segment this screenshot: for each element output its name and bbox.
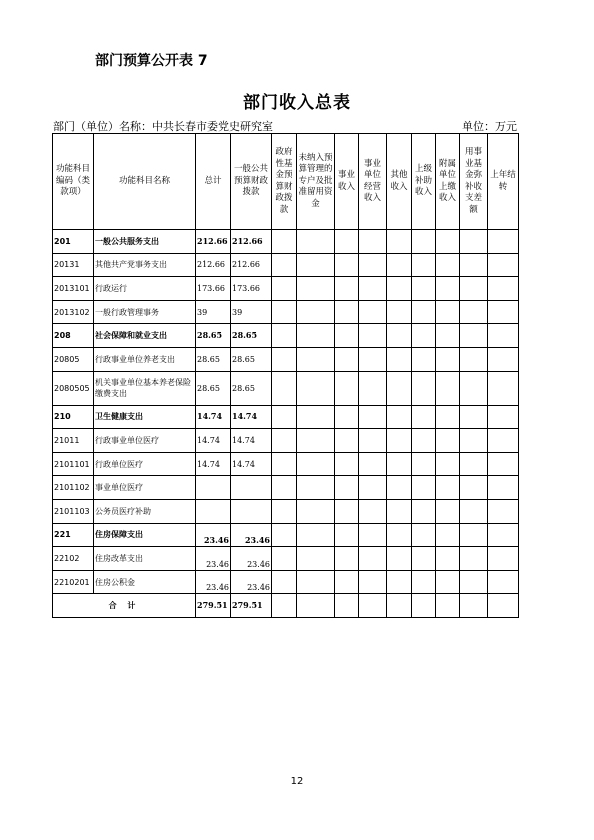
cell-general: 39 <box>231 300 272 324</box>
table-row <box>53 253 519 277</box>
cell-general: 28.65 <box>231 324 272 348</box>
cell-code: 2101102 <box>53 476 94 500</box>
cell-general: 173.66 <box>231 277 272 301</box>
cell-total: 212.66 <box>196 230 231 254</box>
cell-total: 212.66 <box>196 253 231 277</box>
cell-general: 14.74 <box>231 429 272 453</box>
cell-total: 23.46 <box>196 547 231 571</box>
cell-name: 行政事业单位医疗 <box>94 429 196 453</box>
cell-code: 2101103 <box>53 499 94 523</box>
table-series-title: 部门预算公开表 7 <box>95 53 208 69</box>
cell-code: 2210201 <box>53 570 94 594</box>
table-row <box>53 547 519 571</box>
cell-name: 社会保障和就业支出 <box>94 324 196 348</box>
cell-total: 23.46 <box>196 570 231 594</box>
cell-total: 14.74 <box>196 452 231 476</box>
cell-general: 23.46 <box>231 570 272 594</box>
table-row <box>53 347 519 371</box>
cell-name: 机关事业单位基本养老保险缴费支出 <box>94 371 196 405</box>
cell-name: 事业单位医疗 <box>94 476 196 500</box>
column-header: 总计 <box>196 134 231 230</box>
column-header: 附属单位上缴收入 <box>436 134 460 230</box>
column-header: 政府性基金预算财政拨款 <box>272 134 297 230</box>
column-header: 一般公共预算财政拨款 <box>231 134 272 230</box>
cell-total: 28.65 <box>196 371 231 405</box>
column-header: 功能科目名称 <box>94 134 196 230</box>
cell-code: 201 <box>53 230 94 254</box>
cell-code: 210 <box>53 405 94 429</box>
cell-total: 14.74 <box>196 429 231 453</box>
table-row <box>53 277 519 301</box>
cell-total: 28.65 <box>196 347 231 371</box>
cell-code: 22102 <box>53 547 94 571</box>
cell-name: 行政单位医疗 <box>94 452 196 476</box>
cell-code: 208 <box>53 324 94 348</box>
cell-name: 住房保障支出 <box>94 523 196 547</box>
table-row <box>53 405 519 429</box>
cell-code: 2013101 <box>53 277 94 301</box>
cell-name: 一般公共服务支出 <box>94 230 196 254</box>
column-header: 事业单位经营收入 <box>359 134 387 230</box>
cell-name: 卫生健康支出 <box>94 405 196 429</box>
table-row <box>53 499 519 523</box>
column-header: 上年结转 <box>488 134 519 230</box>
cell-name: 住房改革支出 <box>94 547 196 571</box>
table-row <box>53 300 519 324</box>
unit-label: 单位：万元 <box>462 120 517 133</box>
column-header: 上级补助收入 <box>412 134 436 230</box>
cell-code: 2080505 <box>53 371 94 405</box>
cell-code: 2101101 <box>53 452 94 476</box>
cell-code: 20131 <box>53 253 94 277</box>
cell-total <box>196 499 231 523</box>
column-header: 事业收入 <box>335 134 359 230</box>
total-row <box>53 594 519 618</box>
cell-general: 212.66 <box>231 230 272 254</box>
page-number: 12 <box>290 776 304 787</box>
cell-name: 行政运行 <box>94 277 196 301</box>
cell-general: 23.46 <box>231 523 272 547</box>
cell-total: 23.46 <box>196 523 231 547</box>
cell-code: 21011 <box>53 429 94 453</box>
cell-general: 14.74 <box>231 405 272 429</box>
table-header-row <box>53 134 519 230</box>
table-row <box>53 476 519 500</box>
cell-name: 公务员医疗补助 <box>94 499 196 523</box>
cell-total: 279.51 <box>196 594 231 618</box>
cell-total <box>196 476 231 500</box>
page-title: 部门收入总表 <box>243 93 351 113</box>
income-summary-table <box>52 133 519 618</box>
table-row <box>53 429 519 453</box>
column-header: 用事业基金弥补收支差额 <box>460 134 488 230</box>
cell-total: 173.66 <box>196 277 231 301</box>
cell-total: 28.65 <box>196 324 231 348</box>
column-header: 功能科目编码（类款项） <box>53 134 94 230</box>
cell-general: 28.65 <box>231 371 272 405</box>
cell-general: 279.51 <box>231 594 272 618</box>
department-label: 部门（单位）名称：中共长春市委党史研究室 <box>53 120 273 133</box>
column-header: 未纳入预算管理的专户及批准留用资金 <box>297 134 335 230</box>
cell-total: 14.74 <box>196 405 231 429</box>
column-header: 其他收入 <box>387 134 412 230</box>
cell-code: 221 <box>53 523 94 547</box>
cell-general <box>231 476 272 500</box>
cell-total: 39 <box>196 300 231 324</box>
table-row <box>53 324 519 348</box>
cell-name: 一般行政管理事务 <box>94 300 196 324</box>
table-row <box>53 230 519 254</box>
table-row <box>53 570 519 594</box>
cell-general: 14.74 <box>231 452 272 476</box>
table-row <box>53 523 519 547</box>
cell-name: 其他共产党事务支出 <box>94 253 196 277</box>
table-row <box>53 452 519 476</box>
cell-code: 2013102 <box>53 300 94 324</box>
cell-general <box>231 499 272 523</box>
cell-name: 行政事业单位养老支出 <box>94 347 196 371</box>
total-label: 合 计 <box>53 594 196 618</box>
cell-name: 住房公积金 <box>94 570 196 594</box>
cell-general: 28.65 <box>231 347 272 371</box>
cell-code: 20805 <box>53 347 94 371</box>
cell-general: 212.66 <box>231 253 272 277</box>
table-row <box>53 371 519 405</box>
cell-general: 23.46 <box>231 547 272 571</box>
